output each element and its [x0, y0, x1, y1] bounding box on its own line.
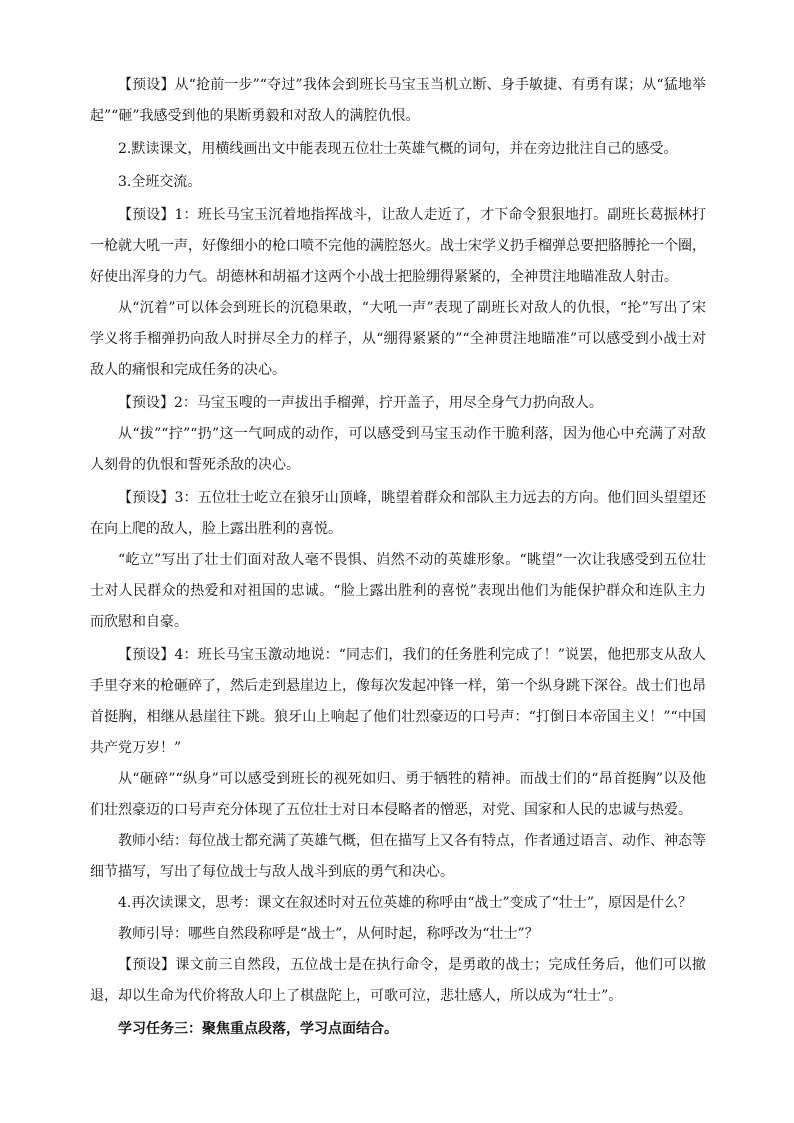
paragraph-analysis-2: 从“拔”“拧”“扔”这一气呵成的动作，可以感受到马宝玉动作干脆利落，因为他心中充满了对敌人刻骨的仇恨和誓死杀敌的决心。 — [90, 426, 706, 473]
paragraph-task-4: 4.再次读课文，思考：课文在叙述时对五位英雄的称呼由“战士”变成了“壮士”，原因是什么？ — [118, 895, 692, 911]
heading-learning-task-3: 学习任务三：聚焦重点段落，学习点面结合。 — [118, 1021, 398, 1037]
paragraph-preset-5: 【预设】课文前三自然段，五位战士是在执行命令，是勇敢的战士；完成任务后，他们可以撤退，却以生命为代价将敌人印上了棋盘陀上，可歌可泣，悲壮感人，所以成为“壮士”。 — [90, 957, 706, 1004]
document-body — [90, 70, 706, 1045]
paragraph-analysis-1: 从“沉着”可以体会到班长的沉稳果敢，“大吼一声”表现了副班长对敌人的仇恨，“抡”写出了宋学义将手榴弹扔向敌人时拼尽全力的样子，从“绷得紧紧的”“全神贯注地瞄准”可以感受到小战士对敌人的痛恨和完成任务的决心。 — [90, 300, 706, 378]
paragraph-analysis-3: “屹立”写出了壮士们面对敌人毫不畏惧、岿然不动的英雄形象。“眺望”一次让我感受到五位壮士对人民群众的热爱和对祖国的忠诚。“脸上露出胜利的喜悦”表现出他们为能保护群众和连队主力而欣慰和自豪。 — [90, 552, 706, 630]
paragraph-teacher-summary: 教师小结：每位战士都充满了英雄气概，但在描写上又各有特点，作者通过语言、动作、神态等细节描写，写出了每位战士与敌人战斗到底的勇气和决心。 — [90, 833, 706, 880]
paragraph-preset-4: 【预设】4：班长马宝玉激动地说：“同志们，我们的任务胜利完成了！”说罢，他把那支从敌人手里夺来的枪砸碎了，然后走到悬崖边上，像每次发起冲锋一样，第一个纵身跳下深谷。战士们也昂首挺胸，相继从悬崖往下跳。狼牙山上响起了他们壮烈豪迈的口号声：“打倒日本帝国主义！”“中国共产党万岁！” — [90, 647, 706, 756]
paragraph-preset-3: 【预设】3：五位壮士屹立在狼牙山顶峰，眺望着群众和部队主力远去的方向。他们回头望望还在向上爬的敌人，脸上露出胜利的喜悦。 — [90, 490, 706, 537]
paragraph-task-2: 2.默读课文，用横线画出文中能表现五位壮士英雄气概的词句，并在旁边批注自己的感受。 — [118, 141, 678, 157]
paragraph-analysis-4: 从“砸碎”“纵身”可以感受到班长的视死如归、勇于牺牲的精神。而战士们的“昂首挺胸”以及他们壮烈豪迈的口号声充分体现了五位壮士对日本侵略者的憎恶，对党、国家和人民的忠诚与热爱。 — [90, 771, 706, 818]
paragraph-teacher-guide: 教师引导：哪些自然段称呼是“战士”，从何时起，称呼改为“壮士”？ — [118, 926, 539, 942]
paragraph-preset-intro: 【预设】从“抢前一步”“夺过”我体会到班长马宝玉当机立断、身手敏捷、有勇有谋；从“猛地举起”“砸”我感受到他的果断勇毅和对敌人的满腔仇恨。 — [90, 77, 706, 124]
paragraph-preset-1: 【预设】1：班长马宝玉沉着地指挥战斗，让敌人走近了，才下命令狠狠地打。副班长葛振林打一枪就大吼一声，好像细小的枪口喷不完他的满腔怒火。战士宋学义扔手榴弹总要把胳膊抡一个圈，好使出浑身的力气。胡德林和胡福才这两个小战士把脸绷得紧紧的，全神贯注地瞄准敌人射击。 — [90, 207, 706, 285]
paragraph-task-3: 3.全班交流。 — [118, 174, 202, 190]
paragraph-preset-2: 【预设】2：马宝玉嗖的一声拔出手榴弹，拧开盖子，用尽全身气力扔向敌人。 — [118, 395, 603, 411]
